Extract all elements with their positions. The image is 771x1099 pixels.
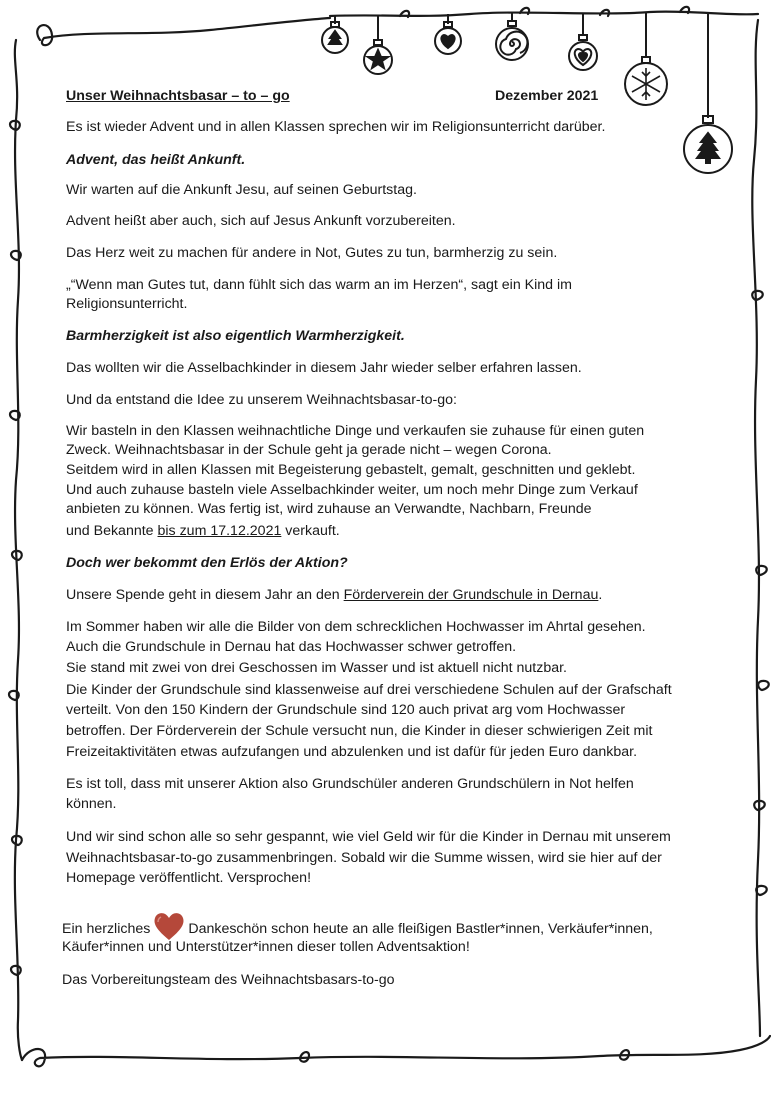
paragraph-6-last-line: und Bekannte bis zum 17.12.2021 verkauft. <box>66 523 340 539</box>
page-title: Unser Weihnachtsbasar – to – go <box>66 88 290 104</box>
paragraph-8-line: Auch die Grundschule in Dernau hat das Hochwasser schwer getroffen. <box>66 639 517 655</box>
paragraph-9-line: Es ist toll, dass mit unserer Aktion also Grundschüler anderen Grundschülern in Not helfen <box>66 776 634 792</box>
date-label: Dezember 2021 <box>495 88 599 104</box>
paragraph-8-line: verteilt. Von den 150 Kindern der Grundschule sind 120 auch privat arg vom Hochwasser <box>66 702 626 718</box>
deadline-date: bis zum 17.12.2021 <box>157 523 282 539</box>
frame-right-line <box>752 20 760 1036</box>
paragraph-10-line: Homepage veröffentlicht. Versprochen! <box>66 870 312 886</box>
ornament-spiral-icon <box>496 12 528 60</box>
paragraph-8-line: Freizeitaktivitäten etwas aufzufangen und abzulenken und ist dafür für jeden Euro dankbar. <box>66 744 638 760</box>
frame-bottom-line <box>22 1036 770 1066</box>
paragraph-8-line: Sie stand mit zwei von drei Geschossen im Wasser und ist aktuell nicht nutzbar. <box>66 660 567 676</box>
paragraph-8-line: Im Sommer haben wir alle die Bilder von dem schrecklichen Hochwasser im Ahrtal gesehen. <box>66 619 646 635</box>
paragraph-6-line: anbieten zu können. Was fertig ist, wird zuhause an Verwandte, Nachbarn, Freunde <box>66 501 592 517</box>
ornament-tree-large-icon <box>684 14 732 173</box>
intro-paragraph: Es ist wieder Advent und in allen Klassen sprechen wir im Religionsunterricht darüber. <box>66 119 606 135</box>
signature: Das Vorbereitungsteam des Weihnachtsbasars-to-go <box>62 972 395 988</box>
paragraph-10-line: Und wir sind schon alle so sehr gespannt, wie viel Geld wir für die Kinder in Dernau mit unserem <box>66 829 671 845</box>
ornament-heart-outline-icon <box>569 14 597 70</box>
paragraph-10-line: Weihnachtsbasar-to-go zusammenbringen. Sobald wir die Summe wissen, wird sie hier auf der <box>66 850 662 866</box>
heading-erloes: Doch wer bekommt den Erlös der Aktion? <box>66 555 348 571</box>
paragraph-6-line: Wir basteln in den Klassen weihnachtliche Dinge und verkaufen sie zuhause für einen guten <box>66 423 645 439</box>
garland-line <box>330 12 758 16</box>
paragraph-1: Wir warten auf die Ankunft Jesu, auf seinen Geburtstag. <box>66 182 417 198</box>
paragraph-6-line: Seitdem wird in allen Klassen mit Begeisterung gebastelt, gemalt, geschnitten und geklebt. <box>66 462 636 478</box>
ornament-snowflake-icon <box>625 12 667 105</box>
paragraph-7: Unsere Spende geht in diesem Jahr an den Förderverein der Grundschule in Dernau. <box>66 587 603 603</box>
ornament-star-icon <box>364 16 392 74</box>
paragraph-6-line: Zweck. Weihnachtsbasar in der Schule geht ja gerade nicht – wegen Corona. <box>66 442 552 458</box>
heading-advent: Advent, das heißt Ankunft. <box>66 152 246 168</box>
quote-line-2: Religionsunterricht. <box>66 296 188 312</box>
frame-top-line <box>37 18 330 45</box>
paragraph-4: Das wollten wir die Asselbachkinder in diesem Jahr wieder selber erfahren lassen. <box>66 360 582 376</box>
paragraph-9-line: können. <box>66 796 117 812</box>
ornament-tree-icon <box>322 16 348 53</box>
thanks-line-2: Käufer*innen und Unterstützer*innen dieser tollen Adventsaktion! <box>62 939 470 955</box>
thanks-line-1: Ein herzliches Dankeschön schon heute an alle fleißigen Bastler*innen, Verkäufer*innen, <box>62 911 653 941</box>
paragraph-2: Advent heißt aber auch, sich auf Jesus Ankunft vorzubereiten. <box>66 213 456 229</box>
paragraph-6-line: Und auch zuhause basteln viele Asselbachkinder weiter, um noch mehr Dinge zum Verkauf <box>66 482 638 498</box>
paragraph-8-line: betroffen. Der Förderverein der Schule versucht nun, die Kinder in dieser schwierigen Zeit mit <box>66 723 653 739</box>
recipient-name: Förderverein der Grundschule in Dernau <box>343 587 599 603</box>
paragraph-5: Und da entstand die Idee zu unserem Weihnachtsbasar-to-go: <box>66 392 457 408</box>
heading-barmherzigkeit: Barmherzigkeit ist also eigentlich Warmherzigkeit. <box>66 328 405 344</box>
ornament-heart-icon <box>435 14 461 54</box>
paragraph-3: Das Herz weit zu machen für andere in Not, Gutes zu tun, barmherzig zu sein. <box>66 245 558 261</box>
quote-line-1: „“Wenn man Gutes tut, dann fühlt sich das warm an im Herzen“, sagt ein Kind im <box>66 277 572 293</box>
paragraph-8-line: Die Kinder der Grundschule sind klassenweise auf drei verschiedene Schulen auf der Grafschaft <box>66 682 672 698</box>
